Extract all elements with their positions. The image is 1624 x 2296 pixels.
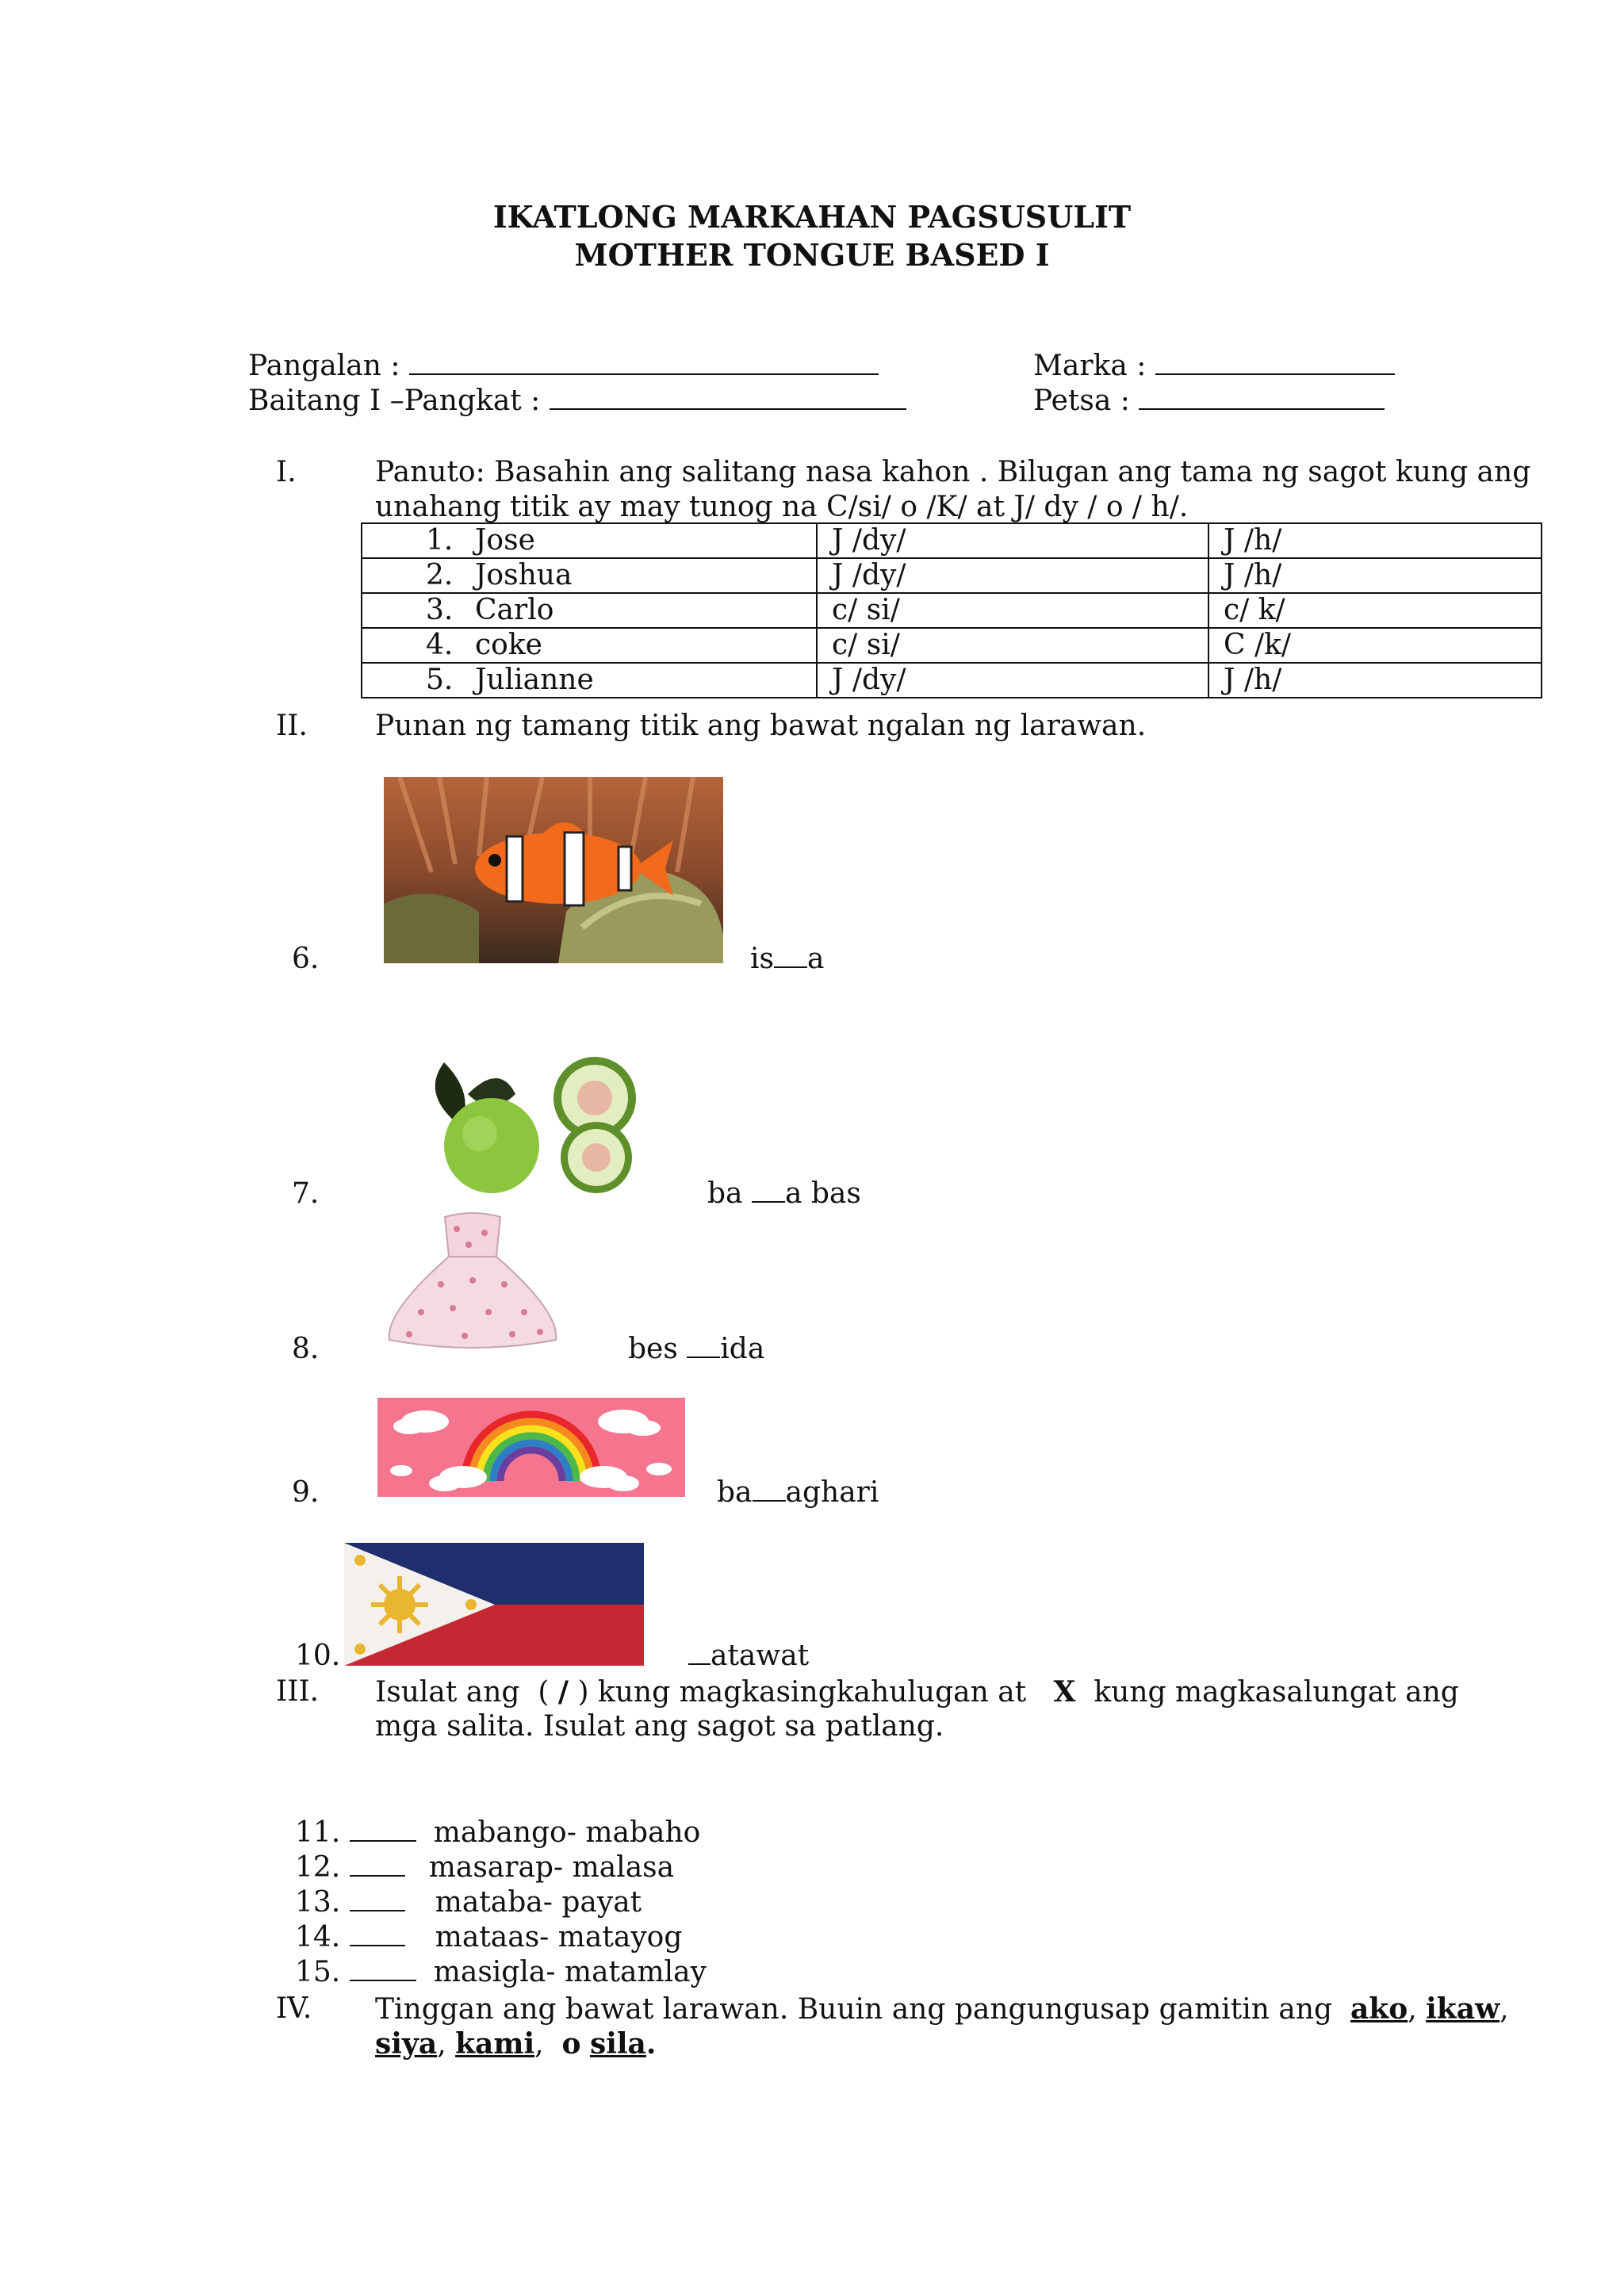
- section-4-instruction-line-1: Tinggan ang bawat larawan. Buuin ang pangungusap gamitin ang ako, ikaw,: [375, 1992, 1509, 2026]
- answer-blank[interactable]: [350, 1816, 416, 1842]
- word: Carlo: [475, 594, 554, 626]
- grade-label: Baitang I –Pangkat :: [248, 385, 541, 417]
- word: coke: [475, 629, 542, 661]
- answer-table: [361, 522, 1542, 698]
- item-9-number: 9.: [292, 1476, 320, 1509]
- word: Julianne: [475, 664, 594, 696]
- section-1-instruction-line-1: Panuto: Basahin ang salitang nasa kahon . Bilugan ang tama ng sagot kung ang: [375, 456, 1531, 488]
- table-row: [362, 523, 1542, 558]
- word-cell: [362, 523, 817, 558]
- table-row: [362, 663, 1542, 698]
- pronoun-kami: kami: [455, 2027, 535, 2061]
- section-3-numeral: III.: [276, 1675, 320, 1708]
- item-10-word[interactable]: atawat: [688, 1639, 809, 1674]
- section-3-instruction-line-1: Isulat ang ( / ) kung magkasingkahulugan at X kung magkasalungat ang: [375, 1675, 1459, 1709]
- choice-b-cell[interactable]: J /h/: [1208, 558, 1542, 593]
- section-3-instruction-line-2: mga salita. Isulat ang sagot sa patlang.: [375, 1710, 944, 1743]
- section-4-numeral: IV.: [276, 1992, 312, 2025]
- list-item: 15. masigla- matamlay: [295, 1956, 707, 1988]
- item-number: 5.: [426, 664, 454, 696]
- item-7-word[interactable]: ba a bas: [707, 1177, 861, 1210]
- letter-blank[interactable]: [688, 1640, 710, 1665]
- pronoun-ikaw: ikaw: [1426, 1992, 1500, 2026]
- list-item: 11. mabango- mabaho: [295, 1816, 701, 1849]
- pronoun-sila: sila: [589, 2027, 646, 2061]
- choice-b-cell[interactable]: C /k/: [1208, 628, 1542, 663]
- date-field[interactable]: [1033, 384, 1385, 419]
- section-2-instruction: Punan ng tamang titik ang bawat ngalan ng larawan.: [375, 710, 1147, 742]
- item-9-word[interactable]: ba aghari: [717, 1476, 879, 1509]
- score-field[interactable]: [1033, 349, 1395, 384]
- item-6-word[interactable]: is a: [750, 943, 825, 975]
- date-label: Petsa :: [1033, 385, 1130, 417]
- guava-picture: [412, 1047, 650, 1197]
- item-10-number: 10.: [295, 1640, 341, 1672]
- answer-blank[interactable]: [350, 1851, 405, 1877]
- table-row: [362, 593, 1542, 628]
- grade-blank[interactable]: [550, 385, 906, 410]
- grade-field[interactable]: [248, 384, 906, 419]
- table-row: [362, 558, 1542, 593]
- choice-a-cell[interactable]: c/ si/: [817, 628, 1208, 663]
- date-blank[interactable]: [1139, 385, 1385, 410]
- choice-b-cell[interactable]: J /h/: [1208, 523, 1542, 558]
- x-symbol: X: [1053, 1675, 1076, 1709]
- title-line-2: MOTHER TONGUE BASED I: [574, 237, 1050, 273]
- choice-b-cell[interactable]: J /h/: [1208, 663, 1542, 698]
- section-2-numeral: II.: [276, 710, 308, 742]
- pronoun-ako: ako: [1350, 1992, 1408, 2026]
- word-cell: [362, 628, 817, 663]
- slash-symbol: /: [557, 1675, 569, 1709]
- section-4-instruction-line-2: siya, kami, o sila.: [375, 2027, 657, 2061]
- philippine-flag-picture: [344, 1543, 644, 1666]
- letter-blank[interactable]: [753, 1476, 786, 1502]
- name-blank[interactable]: [409, 350, 879, 375]
- section-1-numeral: I.: [276, 456, 297, 488]
- item-7-number: 7.: [292, 1177, 320, 1210]
- letter-blank[interactable]: [752, 1177, 785, 1203]
- conjunction-o: o: [561, 2027, 581, 2061]
- word: Jose: [475, 524, 535, 557]
- item-number: 1.: [426, 524, 454, 557]
- rainbow-picture: [377, 1398, 685, 1497]
- name-label: Pangalan :: [248, 350, 400, 382]
- title-line-1: IKATLONG MARKAHAN PAGSUSULIT: [492, 199, 1132, 235]
- item-number: 3.: [426, 594, 454, 626]
- item-number: 4.: [426, 629, 454, 661]
- choice-b-cell[interactable]: c/ k/: [1208, 593, 1542, 628]
- choice-a-cell[interactable]: J /dy/: [817, 663, 1208, 698]
- score-label: Marka :: [1033, 350, 1147, 382]
- letter-blank[interactable]: [687, 1333, 720, 1358]
- choice-a-cell[interactable]: c/ si/: [817, 593, 1208, 628]
- word-cell: [362, 593, 817, 628]
- list-item: 12. masarap- malasa: [295, 1851, 675, 1884]
- item-8-number: 8.: [292, 1333, 320, 1365]
- answer-blank[interactable]: [350, 1886, 405, 1911]
- item-6-number: 6.: [292, 943, 320, 975]
- clownfish-picture: [384, 777, 723, 963]
- section-1-instruction-line-2: unahang titik ay may tunog na C/si/ o /K/ at J/ dy / o / h/.: [375, 491, 1189, 523]
- table-row: [362, 628, 1542, 663]
- item-8-word[interactable]: bes ida: [628, 1333, 765, 1365]
- answer-blank[interactable]: [350, 1956, 416, 1981]
- choice-a-cell[interactable]: J /dy/: [817, 523, 1208, 558]
- list-item: 13. mataba- payat: [295, 1886, 642, 1919]
- answer-blank[interactable]: [350, 1921, 405, 1946]
- pronoun-siya: siya: [375, 2027, 438, 2061]
- word-cell: [362, 558, 817, 593]
- letter-blank[interactable]: [774, 943, 807, 968]
- choice-a-cell[interactable]: J /dy/: [817, 558, 1208, 593]
- score-blank[interactable]: [1155, 350, 1395, 375]
- word-cell: [362, 663, 817, 698]
- dress-picture: [377, 1209, 568, 1352]
- item-number: 2.: [426, 559, 454, 591]
- word: Joshua: [475, 559, 573, 591]
- list-item: 14. mataas- matayog: [295, 1921, 683, 1954]
- name-field[interactable]: [248, 349, 879, 384]
